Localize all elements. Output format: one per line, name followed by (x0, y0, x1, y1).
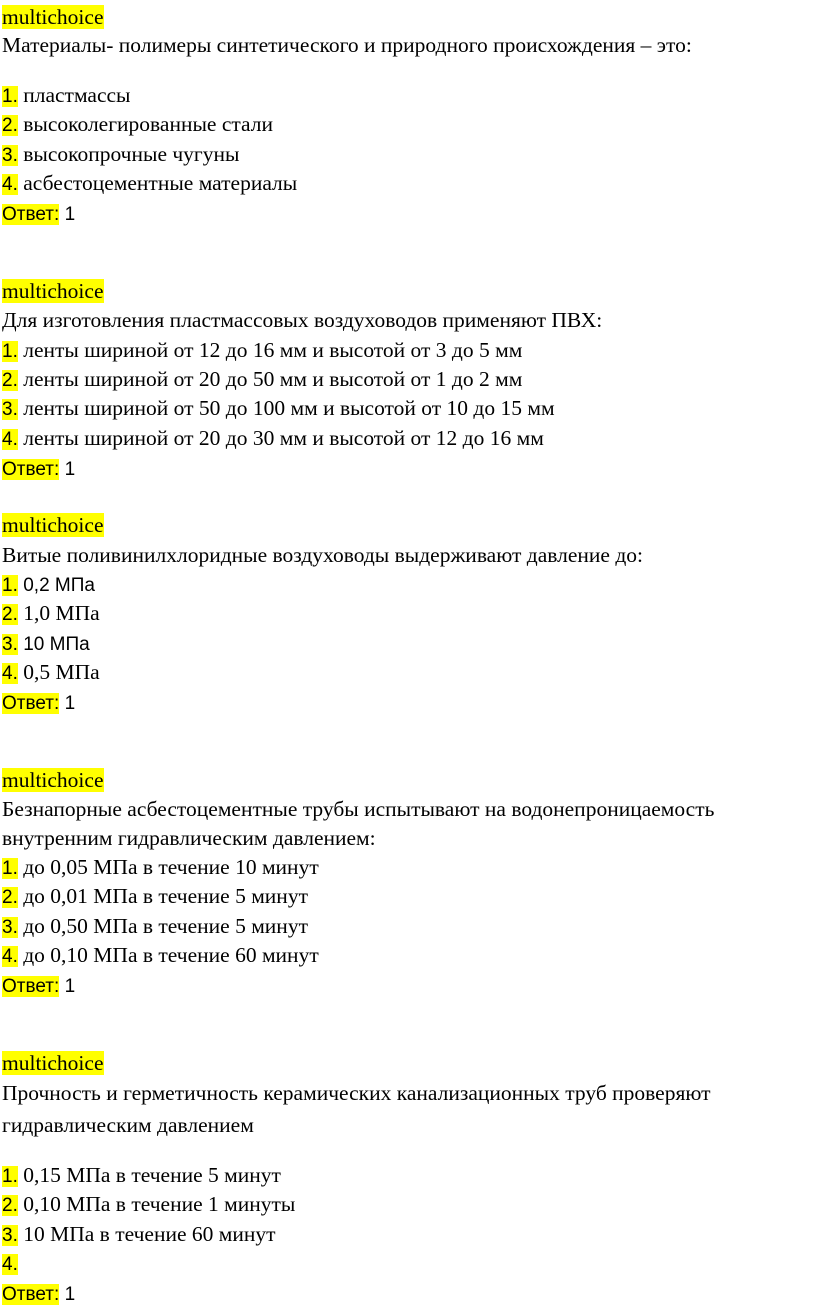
option-item (2, 1162, 281, 1190)
option-number: 2. (2, 115, 18, 136)
option-item (2, 1191, 295, 1219)
answer-value: 1 (64, 1284, 76, 1305)
question-type-label: multichoice (2, 5, 104, 29)
question-type-label: multichoice (2, 513, 104, 537)
question-text: гидравлическим давлением (2, 1113, 254, 1137)
question-text: Прочность и герметичность керамических канализационных труб проверяют (2, 1081, 711, 1105)
option-text: 1,0 МПа (23, 601, 100, 625)
answer-line (2, 200, 75, 228)
answer-line (2, 972, 75, 1000)
option-item (2, 337, 522, 365)
option-number: 3. (2, 917, 18, 938)
option-number: 4. (2, 174, 18, 195)
option-text: до 0,05 МПа в течение 10 минут (23, 855, 319, 879)
option-text: ленты шириной от 20 до 50 мм и высотой от 1 до 2 мм (23, 367, 523, 391)
option-number: 2. (2, 1195, 18, 1216)
option-text: асбестоцементные материалы (23, 171, 298, 195)
option-number: 2. (2, 604, 18, 625)
option-text: ленты шириной от 20 до 30 мм и высотой от 12 до 16 мм (23, 426, 544, 450)
answer-label: Ответ: (2, 459, 60, 480)
option-text: высоколегированные стали (23, 112, 273, 136)
option-item (2, 1250, 18, 1278)
option-item (2, 395, 555, 423)
option-item (2, 913, 308, 941)
option-text: 0,15 МПа в течение 5 минут (23, 1163, 281, 1187)
question-type-label: multichoice (2, 768, 104, 792)
question-text: Для изготовления пластмассовых воздуховодов применяют ПВХ: (2, 308, 603, 332)
answer-label: Ответ: (2, 204, 60, 225)
option-text: ленты шириной от 12 до 16 мм и высотой от 3 до 5 мм (23, 338, 523, 362)
option-item (2, 141, 239, 169)
answer-value: 1 (64, 693, 76, 714)
answer-value: 1 (64, 204, 76, 225)
option-number: 4. (2, 663, 18, 684)
option-text: 10 МПа в течение 60 минут (23, 1222, 276, 1246)
option-item (2, 366, 522, 394)
question-type-label: multichoice (2, 1051, 104, 1075)
option-item (2, 942, 319, 970)
option-number: 1. (2, 1166, 18, 1187)
question-text: внутренним гидравлическим давлением: (2, 826, 376, 850)
option-text: ленты шириной от 50 до 100 мм и высотой от 10 до 15 мм (23, 396, 555, 420)
option-number: 1. (2, 858, 18, 879)
option-item (2, 1221, 276, 1249)
question-text: Безнапорные асбестоцементные трубы испытывают на водонепроницаемость (2, 797, 715, 821)
option-text: до 0,50 МПа в течение 5 минут (23, 914, 308, 938)
option-number: 3. (2, 145, 18, 166)
question-text: Витые поливинилхлоридные воздуховоды выдерживают давление до: (2, 543, 643, 567)
option-text: 10 МПа (23, 634, 90, 655)
answer-value: 1 (64, 459, 76, 480)
option-text: до 0,01 МПа в течение 5 минут (23, 884, 308, 908)
option-item (2, 170, 297, 198)
option-number: 4. (2, 429, 18, 450)
option-text: 0,5 МПа (23, 660, 100, 684)
answer-label: Ответ: (2, 693, 60, 714)
option-number: 2. (2, 370, 18, 391)
option-item (2, 425, 544, 453)
option-item (2, 854, 319, 882)
option-number: 3. (2, 634, 18, 655)
answer-line (2, 455, 75, 483)
option-item (2, 600, 100, 628)
answer-line (2, 689, 75, 717)
question-type-label: multichoice (2, 279, 104, 303)
option-number: 1. (2, 575, 18, 596)
option-number: 1. (2, 341, 18, 362)
option-number: 3. (2, 1225, 18, 1246)
option-text: высокопрочные чугуны (23, 142, 240, 166)
option-item (2, 659, 100, 687)
option-item (2, 630, 90, 658)
option-item (2, 883, 308, 911)
answer-label: Ответ: (2, 1284, 60, 1305)
answer-value: 1 (64, 976, 76, 997)
option-text: 0,2 МПа (23, 575, 95, 596)
option-text: пластмассы (23, 83, 131, 107)
option-text: 0,10 МПа в течение 1 минуты (23, 1192, 296, 1216)
option-text: до 0,10 МПа в течение 60 минут (23, 943, 319, 967)
option-item (2, 571, 95, 599)
question-text: Материалы- полимеры синтетического и природного происхождения – это: (2, 33, 692, 57)
option-number: 3. (2, 399, 18, 420)
option-number: 4. (2, 1254, 18, 1275)
answer-label: Ответ: (2, 976, 60, 997)
option-number: 2. (2, 887, 18, 908)
option-item (2, 82, 130, 110)
answer-line (2, 1280, 75, 1308)
option-number: 4. (2, 946, 18, 967)
option-number: 1. (2, 86, 18, 107)
option-item (2, 111, 273, 139)
